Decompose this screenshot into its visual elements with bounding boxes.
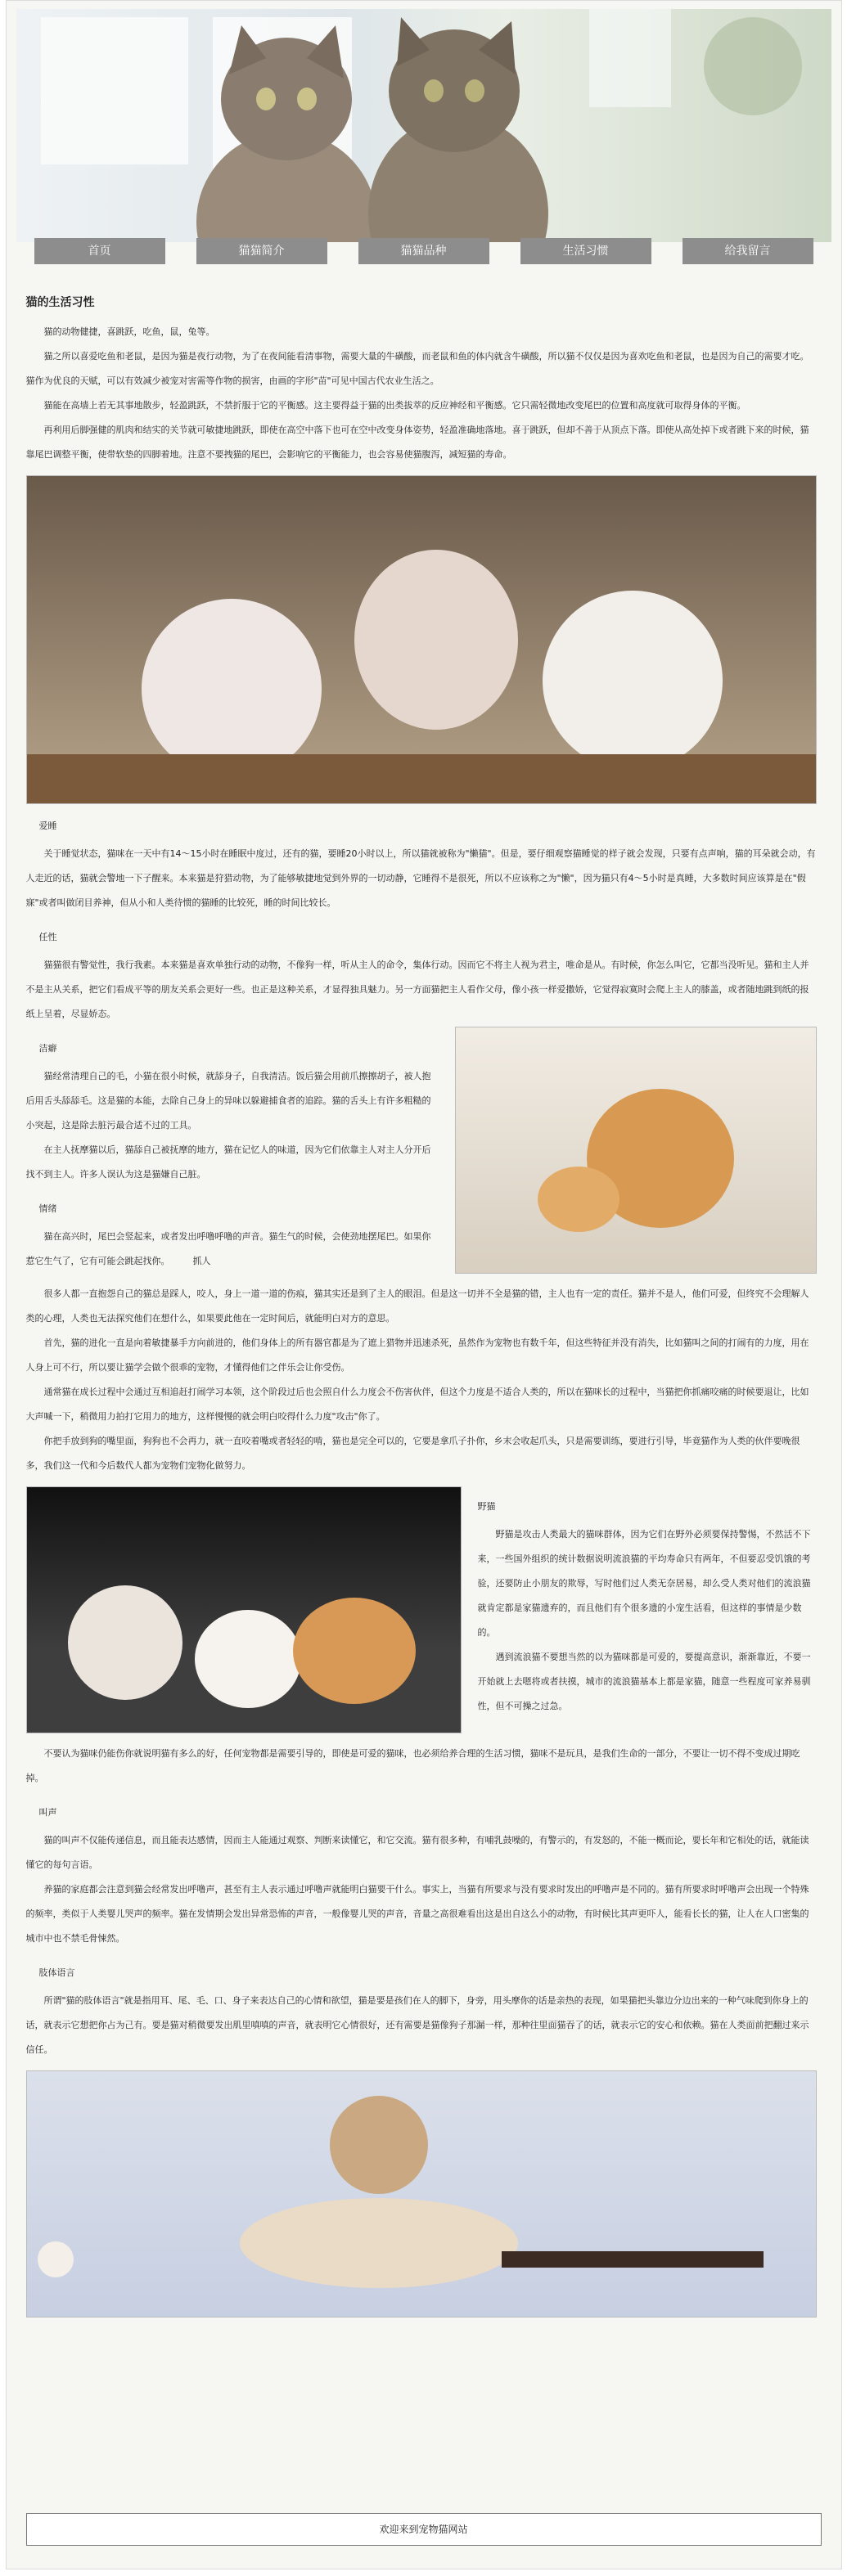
nav-intro[interactable]: 猫猫简介 — [196, 238, 327, 264]
main-nav — [7, 238, 841, 264]
section-text: 遇到流浪猫不要想当然的以为猫咪都是可爱的，要提高意识，渐渐靠近，不要一开始就上去嗯将或者扶摸，城市的流浪猫基本上都是家猫，随意一些程度可家养易驯性，但不可操之过急。 — [477, 1652, 811, 1711]
section-text: 养猫的家庭都会注意到猫会经常发出呼噜声，甚至有主人表示通过呼噜声就能明白猫要干什么。事实上，当猫有所要求与没有要求时发出的呼噜声是不同的。猫有所要求时呼噜声会出现一个特殊的频率，类似于人类婴儿哭声的频率。猫在发情期会发出异常恐怖的声音，一般像婴儿哭的声音，音量之高很难看出这是出自这么小的动物，有时候比其声更吓人，能看长长的猫，让人在人口密集的城市中也不禁毛骨悚然。 — [25, 1884, 809, 1944]
main-content — [26, 277, 817, 2318]
section-title-wild: 野猫 — [477, 1501, 496, 1512]
footer: 欢迎来到宠物猫网站 — [26, 2513, 822, 2546]
header-banner — [16, 9, 831, 242]
page — [6, 0, 842, 2569]
page-title: 猫的生活习性 — [25, 296, 95, 309]
intro-paragraph: 猫的动物健捷，喜跳跃，吃鱼，鼠，兔等。 — [43, 326, 215, 337]
section-title-body: 肢体语言 — [38, 1967, 75, 1978]
section-text: 在主人抚摩猫以后，猫舔自己被抚摩的地方，猫在记忆人的味道，因为它们依靠主人对主人分开后找不到主人。许多人误认为这是猫嫌自己脏。 — [25, 1144, 431, 1180]
section-title-temper: 任性 — [38, 932, 57, 942]
siamese-cat-image — [26, 2070, 817, 2318]
section-title-sleep: 爱睡 — [38, 820, 57, 831]
nav-habits[interactable]: 生活习惯 — [520, 238, 651, 264]
section-text: 猫在高兴时，尾巴会竖起来，或者发出呼噜呼噜的声音。猫生气的时候，会使劲地摆尾巴。如果你惹它生气了，它有可能会跳起找你。 抓人 — [25, 1231, 431, 1266]
intro-paragraph: 猫能在高墙上若无其事地散步，轻盈跳跃，不禁折服于它的平衡感。这主要得益于猫的出类拔萃的反应神经和平衡感。它只需轻微地改变尾巴的位置和高度就可取得身体的平衡。 — [43, 400, 746, 411]
section-text: 猫经常清理自己的毛，小猫在很小时候，就舔身子，自我清洁。饭后猫会用前爪擦擦胡子，被人抱后用舌头舔舔毛。这是猫的本能，去除自己身上的异味以躲避捕食者的追踪。猫的舌头上有许多粗糙的小突起，这是除去脏污最合适不过的工具。 — [25, 1071, 431, 1131]
section-text: 不要认为猫咪仍能伤你就说明猫有多么的好，任何宠物都是需要引导的，即使是可爱的猫咪，也必须给养合理的生活习惯，猫咪不是玩具，是我们生命的一部分，不要让一切不得不变成过期吃掉。 — [25, 1748, 800, 1783]
section-title-mood: 情绪 — [38, 1203, 57, 1214]
nav-message[interactable]: 给我留言 — [683, 238, 813, 264]
section-title-voice: 叫声 — [38, 1807, 57, 1818]
section-text: 通常猫在成长过程中会通过互相追赶打闹学习本领，这个阶段过后也会照自什么力度会不伤害伙伴，但这个力度是不适合人类的，所以在猫咪长的过程中，当猫把你抓痛咬痛的时候要退让，比如大声喊一下，稍微用力拍打它用力的地方，这样慢慢的就会明白咬得什么力度"攻击"你了。 — [25, 1387, 809, 1422]
section-text: 很多人都一直抱怨自己的猫总是踩人，咬人，身上一道一道的伤痕，猫其实还是到了主人的眼泪。但是这一切并不全是猫的错，主人也有一定的责任。猫并不是人，他们可爱，但终究不会理解人类的心理，人类也无法探究他们在想什么，如果要此他在一定时间后，就能明白对方的意思。 — [25, 1288, 809, 1324]
cats-with-cherries-image — [26, 1486, 462, 1733]
kittens-image — [16, 9, 831, 242]
section-text: 首先，猫的进化一直是向着敏捷暴手方向前进的，他们身体上的所有器官都是为了遮上猎物并迅速杀死，虽然作为宠物也有数千年，但这些特征并没有消失，比如猫叫之间的打闹有的力度，用在人身上可不行，所以要让猫学会做个很乖的宠物，才懂得他们之伴乐会让你受伤。 — [25, 1337, 809, 1373]
section-text: 你把手放到狗的嘴里面，狗狗也不会再力，就一直咬着嘴或者轻轻的啃，猫也是完全可以的，它要是拿爪子扑你，乡末会收起爪头，只是需要训练，要进行引导，毕竟猫作为人类的伙伴要晚很多，我们这一代和今后数代人都为宠物们宠物化做努力。 — [25, 1436, 800, 1471]
nav-home[interactable]: 首页 — [34, 238, 165, 264]
intro-paragraph: 再利用后脚强健的肌肉和结实的关节就可敏捷地跳跃，即使在高空中落下也可在空中改变身体姿势，轻盈准确地落地。喜于跳跃，但却不善于从顶点下落。即使从高处掉下或者跳下来的时候，猫靠尾巴调整平衡，使带软垫的四脚着地。注意不要拽猫的尾巴，会影响它的平衡能力，也会容易使猫腹泻，减短猫的寿命。 — [25, 425, 809, 460]
three-kittens-image — [26, 475, 817, 804]
intro-paragraph: 猫之所以喜爱吃鱼和老鼠，是因为猫是夜行动物，为了在夜间能看清事物，需要大量的牛磺酸，而老鼠和鱼的体内就含牛磺酸，所以猫不仅仅是因为喜欢吃鱼和老鼠，也是因为自己的需要才吃。猫作为优良的天赋，可以有效减少被宠对害需等作物的损害，由画的字形"苗"可见中国古代农业生活之。 — [25, 351, 809, 386]
orange-cat-image — [455, 1027, 817, 1274]
section-text: 所谓"猫的肢体语言"就是指用耳、尾、毛、口、身子来表达自己的心情和欲望，猫是要是孩们在人的脚下，身旁，用头摩你的话是亲热的表现，如果猫把头靠边分边出来的一种气味爬到你身上的话，就表示它想把你占为己有。要是猫对稍微要发出肌里嗔嗔的声音，就表明它心情很好，还有需要是猫像狗子那漏一样，那种往里面猫吞了的话，就表示它的安心和依赖。猫在人类面前把翻过来示信任。 — [25, 1995, 809, 2055]
section-title-clean: 洁癖 — [38, 1043, 57, 1054]
section-text: 关于睡觉状态，猫咪在一天中有14～15小时在睡眠中度过，还有的猫，要睡20小时以上，所以猫就被称为"懒猫"。但是，要仔细观察猫睡觉的样子就会发现，只要有点声响，猫的耳朵就会动，有人走近的话，猫就会警地一下子醒来。本来猫是狩猎动物，为了能够敏捷地觉到外界的一切动静，它睡得不是很死，所以不应该称之为"懒"，因为猫只有4～5小时是真睡，大多数时间应该算是在"假寐"或者叫做闭目养神，但从小和人类待惯的猫睡的比较死，睡的时间比较长。 — [25, 848, 816, 908]
section-text: 野猫是攻击人类最大的猫咪群体，因为它们在野外必须要保持警惕，不然活不下来，一些国外组织的统计数据说明流浪猫的平均寿命只有两年，不但要忍受饥饿的考验，还要防止小朋友的欺辱，写时他们过人类无奈居易，却么受人类对他们的流浪猫就肯定都是家猫遗弃的，而且他们有个很多遗的小宠生活看，但这样的事情是少数的。 — [477, 1529, 811, 1638]
section-text: 猫猫很有警觉性，我行我素。本来猫是喜欢单独行动的动物，不像狗一样，听从主人的命令，集体行动。因而它不将主人视为君主，唯命是从。有时候，你怎么叫它，它都当没听见。猫和主人并不是主从关系，把它们看成平等的朋友关系会更好一些。也正是这种关系，才显得独具魅力。另一方面猫把主人看作父母，像小孩一样爱撒娇，它觉得寂寞时会爬上主人的膝盖，或者随地跳到纸的报纸上呈着，尽显娇态。 — [25, 960, 809, 1019]
nav-breeds[interactable]: 猫猫品种 — [358, 238, 489, 264]
section-text: 猫的叫声不仅能传递信息，而且能表达感情，因而主人能通过观察、判断来读懂它，和它交流。猫有很多种，有哺乳鼓噪的，有警示的，有发怒的，不能一概而论，要长年和它相处的话，就能读懂它的每句言语。 — [25, 1835, 809, 1870]
